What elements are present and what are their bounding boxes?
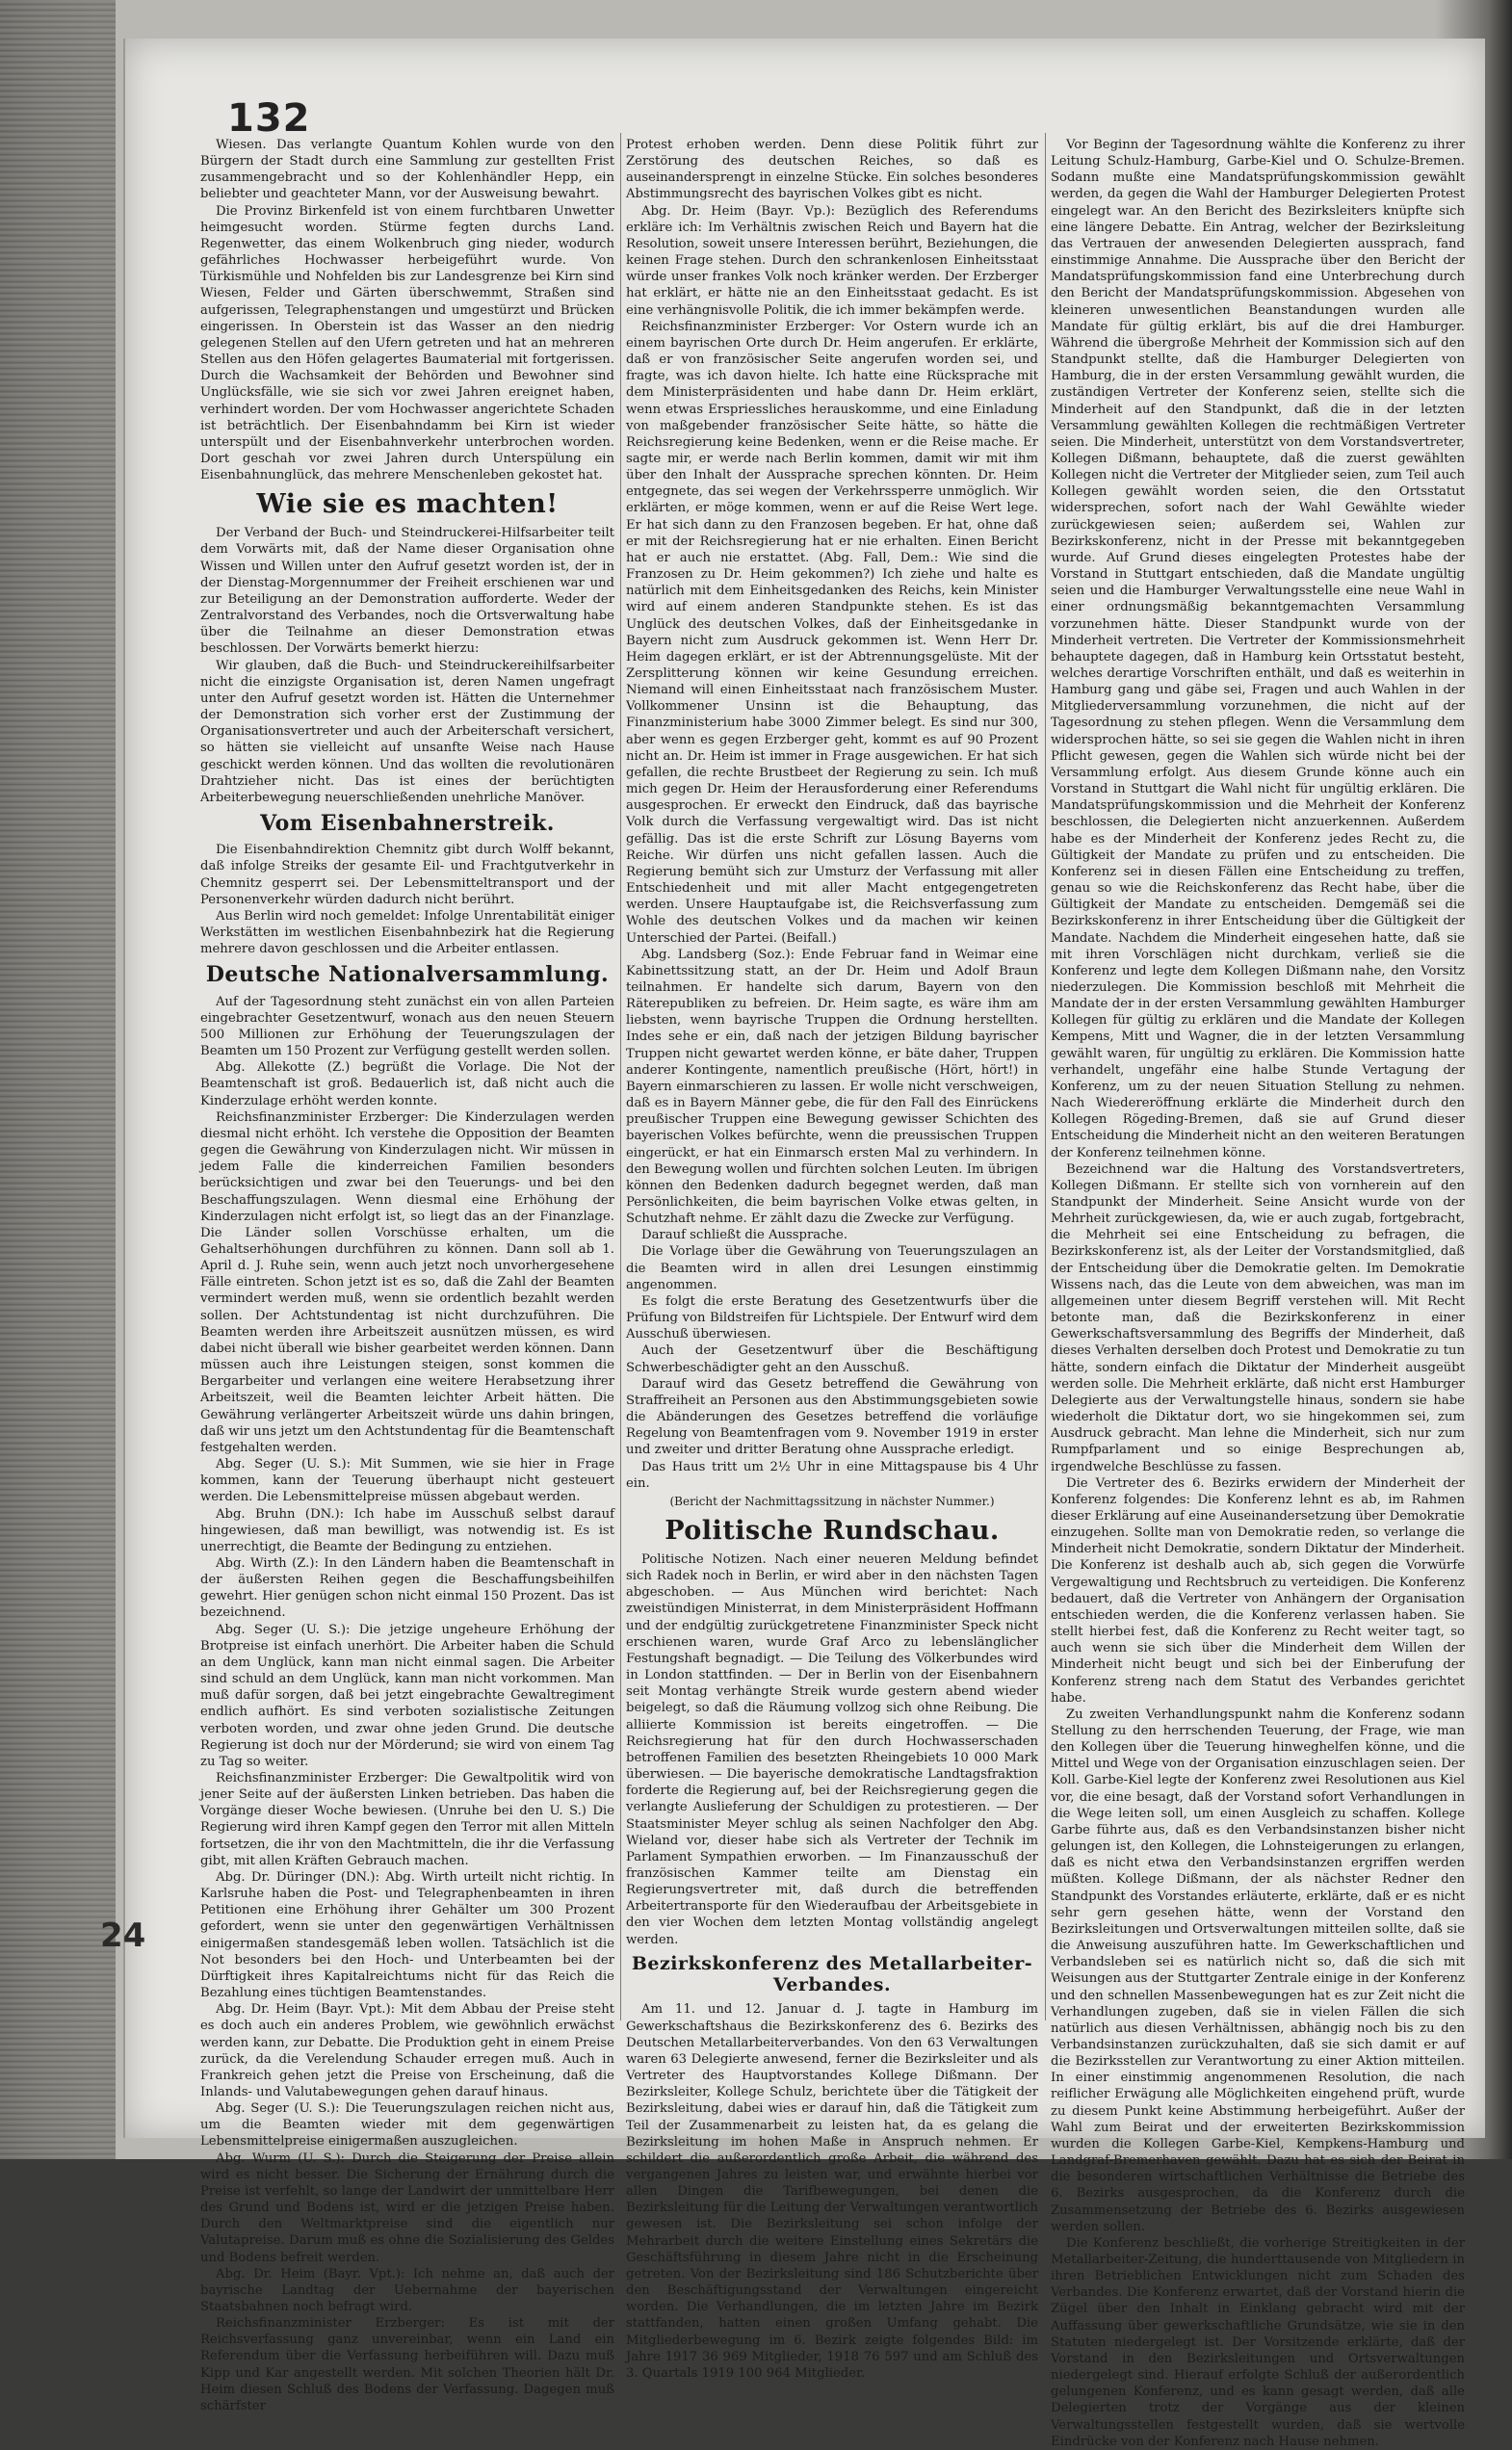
section-headline: Politische Rundschau. [665, 1515, 1000, 1546]
article-paragraph: Am 11. und 12. Januar d. J. tagte in Hamburg im Gewerkschaftshaus die Bezirkskonferenz des 6. Bezirks des Deutschen Metallarbeiterverbandes. Von den 63 Verwaltungen waren 63 Delegierte anwesend, ferner die Bezirksleiter und als Vertreter des Hauptvorstandes Kollege Dißmann. Der Bezirksleiter, Kollege Schulz, berichtete über die Tätigkeit der Bezirksleitung, dabei wies er darauf hin, daß die Tätigkeit zum Teil der Zusammenarbeit zu leisten hat, da es gelang die Bezirksleitung im hohen Maße in Anspruch nehmen. Er schildert die außerordentlich große Arbeit, die während des vergangenen Jahres zu leisten war, und erwähnte hierbei vor allen Dingen die Tarifbewegungen, bei denen die Bezirksleitung für die Leitung der Verwaltungen verantwortlich gewesen ist. Die Bezirksleitung sei schon infolge der Mehrarbeit durch die weitere Einstellung eines Sekretärs die Geschäftsführung in diesem Jahre nicht in die Erscheinung getreten. Von der Bezirksleitung sind 186 Schutzberichte über den Beschäftigungsstand der Verwaltungen eingereicht worden. Die Verhandlungen, die im letzten Jahre im Bezirk stattfanden, hatten einen großen Umfang gehabt. Die Mitgliederbewegung im 6. Bezirk zeigte folgendes Bild: im Jahre 1917 36 969 Mitglieder, 1918 76 597 und am Schluß des 3. Quartals 1919 100 964 Mitglieder. [626, 2002, 1038, 2381]
article-paragraph: Abg. Dr. Heim (Bayr. Vpt.): Ich nehme an, daß auch der bayrische Landtag der Uebernahme der bayerischen Staatsbahnen noch befragt wird. [200, 2266, 614, 2315]
article-paragraph: Der Verband der Buch- und Steindruckerei-Hilfsarbeiter teilt dem Vorwärts mit, daß der Name dieser Organisation ohne Wissen und Willen unter den Aufruf gesetzt worden ist, der in der Dienstag-Morgennummer der Freiheit erschienen war und zur Beteiligung an der Demonstration aufforderte. Weder der Zentralvorstand des Verbandes, noch die Ortsverwaltung habe über die Teilnahme an dieser Demonstration etwas beschlossen. Der Vorwärts bemerkt hierzu: [200, 526, 614, 657]
article-paragraph: Abg. Dr. Heim (Bayr. Vp.): Bezüglich des Referendums erkläre ich: Im Verhältnis zwischen Reich und Bayern hat die Resolution, soweit unsere Interessen berührt, Beziehungen, die keinen Frage stehen. Durch den schrankenlosen Einheitsstaat würde unser frankes Volk noch kränker werden. Der Erzberger hat erklärt, er hätte nie an den Einheitsstaat gedacht. Es ist eine verhängnisvolle Politik, die ich immer bekämpfen werde. [626, 203, 1038, 318]
binding-edge [0, 0, 116, 2159]
section-headline: Bezirkskonferenz des Metallarbeiter-Verbandes. [631, 1952, 1033, 1995]
margin-mark: 24 [100, 1916, 146, 1955]
article-paragraph: Abg. Seger (U. S.): Die jetzige ungeheure Erhöhung der Brotpreise ist einfach unerhört. Die Arbeiter haben die Schuld an dem Unglück, kann man nicht einmal sagen. Die Arbeiter sind schuld an dem Unglück, kann man nicht vorkommen. Man muß dafür sorgen, daß bei jetzt eingebrachte Gewaltregiment endlich aufhört. Es sind verboten sozialistische Zeitungen verboten worden, und zwar ohne jeden Grund. Die deutsche Regierung ist doch nur der Mörderund; sie wird von einem Tag zu Tag so weiter. [200, 1622, 614, 1769]
article-paragraph: Auch der Gesetzentwurf über die Beschäftigung Schwerbeschädigter geht an den Ausschuß. [626, 1343, 1038, 1375]
article-paragraph: Abg. Wirth (Z.): In den Ländern haben die Beamtenschaft in der äußersten Reihen gegen die Beschaffungsbeihilfen gewehrt. Hier genügen schon nicht einmal 150 Prozent. Das ist bezeichnend. [200, 1555, 614, 1621]
article-paragraph: Das Haus tritt um 2½ Uhr in eine Mittagspause bis 4 Uhr ein. [626, 1459, 1038, 1491]
article-paragraph: Abg. Wurm (U. S.): Durch die Steigerung der Preise allein wird es nicht besser. Die Sicherung der Ernährung durch die Preise ist verfehlt, so lange der Landwirt der unmittelbare Herr des Grund und Bodens ist, wird er die jetzigen Preise haben. Durch den Weltmarktpreise sind die eigentlich nur Valutapreise. Darum muß es ohne die Sozialisierung des Geldes und Bodens befreit werden. [200, 2150, 614, 2265]
column-1 [200, 137, 614, 2413]
report-note: (Bericht der Nachmittagssitzung in nächster Nummer.) [669, 1494, 995, 1508]
article-paragraph: Vor Beginn der Tagesordnung wählte die Konferenz zu ihrer Leitung Schulz-Hamburg, Garbe-Kiel und O. Schulze-Bremen. Sodann mußte eine Mandatsprüfungskommission gewählt werden, da gegen die Wahl der Hamburger Delegierten Protest eingelegt war. An den Bericht des Bezirksleiters knüpfte sich eine längere Debatte. Ein Antrag, welcher der Bezirksleitung das Vertrauen der anwesenden Delegierten aussprach, fand einstimmige Annahme. Die Aussprache über den Bericht der Mandatsprüfungskommission fand eine Unterbrechung durch den Bericht der Mandatsprüfungskommission. Abgesehen von kleineren unwesentlichen Beanstandungen wurden alle Mandate für gültig erklärt, bis auf die drei Hamburger. Während die übergroße Mehrheit der Kommission sich auf den Standpunkt stellte, daß die Hamburger Delegierten von Hamburg, die in der ersten Versammlung gewählt wurden, die zuständigen Vertreter der Konferenz seien, stellte sich die Minderheit auf den Standpunkt, daß die in der letzten Versammlung gewählten Kollegen die rechtmäßigen Vertreter seien. Die Minderheit, unterstützt von dem Vorstandsvertreter, Kollegen Dißmann, behauptete, daß die zuerst gewählten Kollegen nicht die Vertreter der Mitglieder seien, zum Teil auch Kollegen gewählt worden seien, die den Ortsstatut widersprechen, sofort nach der Wahl Gewählte wieder zurückgewiesen seien; außerdem sei, Wahlen zur Bezirkskonferenz, nicht in der Presse mit bekanntgegeben wurde. Auf Grund dieses eingelegten Protestes habe der Vorstand in Stuttgart entschieden, daß die Mandate ungültig seien und die Hamburger Verwaltungsstelle eine neue Wahl in einer ordnungsmäßig bekanntgemachten Versammlung vorzunehmen hätte. Dieser Standpunkt wurde von der Minderheit vertreten. Die Vertreter der Kommissionsmehrheit behauptete dagegen, daß in Hamburg kein Ortsstatut besteht, welches derartige Vorschriften enthält, und daß es weiterhin in Hamburg gang und gäbe sei, Fragen und auch Wahlen in der Mitgliederversammlung vorzunehmen, die nicht auf der Tagesordnung zu stehen pflegen. Wenn die Versammlung dem widersprochen hätte, so sei sie gegen die Wahlen nicht in ihren Pflicht gewesen, gegen die Wahlen sich würde nicht bei der Versammlung erfolgt. Aus diesem Grunde könne auch ein Vorstand in Stuttgart die Wahl nicht für ungültig erklären. Die Mandatsprüfungskommission und die Mehrheit der Konferenz beschlossen, die Delegierten nicht anzuerkennen. Außerdem habe es der Minderheit der Konferenz jedes Recht zu, die Gültigkeit der Mandate zu prüfen und zu entscheiden. Die Konferenz sei in diesen Fällen eine Entscheidung zu treffen, genau so wie die Reichskonferenz das Recht habe, über die Gültigkeit der Mandate zu entscheiden. Demgemäß sei die Bezirkskonferenz in ihrer Entscheidung über die Gültigkeit der Mandate. Nachdem die Minderheit eingesehen hatte, daß sie mit ihren Vorschlägen nicht durchkam, verließ sie die Konferenz und legte dem Kollegen Dißmann nahe, den Vorsitz niederzulegen. Die Kommission beschloß mit Mehrheit die Mandate der in der ersten Versammlung gewählten Hamburger Kollegen für gültig zu erklären und die Mandate der Kollegen Kempens, Mitt und Wagner, die in der letzten Versammlung gewählt waren, für ungültig zu erklären. Die Kommission hatte verhandelt, ungefähr eine halbe Stunde Vertagung der Konferenz, um zu der neuen Situation Stellung zu nehmen. Nach Wiedereröffnung erklärte die Minderheit durch den Kollegen Rögeding-Bremen, daß sie auf Grund dieser Entscheidung die Minderheit nicht an den weiteren Beratungen der Konferenz teilnehmen könne. [1051, 138, 1465, 1160]
article-paragraph: Die Konferenz beschließt, die vorherige Streitigkeiten in der Metallarbeiter-Zeitung, die hunderttausende von Mitgliedern in ihren Betrieblichen Entwicklungen nicht zum Schaden des Verbandes. Die Konferenz erwartet, daß der Vorstand hierin die Zügel über den Inhalt in Einklang gebracht wird mit der Auffassung über gewerkschaftliche Grundsätze, wie sie in den Statuten niedergelegt ist. Der Vorsitzende erklärte, daß der Vorstand in den Bezirksleitungen und Ortsverwaltungen niedergelegt sind. Hierauf erfolgte Schluß der außerordentlich gelungenen Konferenz, und es kann gesagt werden, daß alle Delegierten trotz der Vorgänge aus der kleinen Verwaltungsstellen festgestellt wurden, daß sie wertvolle Eindrücke von der Konferenz nach Hause nehmen. [1051, 2235, 1465, 2449]
article-paragraph: Darauf wird das Gesetz betreffend die Gewährung von Straffreiheit an Personen aus den Abstimmungsgebieten sowie die Abänderungen des Gesetzes betreffend die vorläufige Regelung von Beamtenfragen vom 9. November 1919 in erster und zweiter und dritter Beratung ohne Aussprache erledigt. [626, 1376, 1038, 1458]
article-paragraph: Wiesen. Das verlangte Quantum Kohlen wurde von den Bürgern der Stadt durch eine Sammlung zur gestellten Frist zusammengebracht und so der Kohlenhändler Hepp, ein beliebter und geachteter Mann, vor der Ausweisung bewahrt. [200, 138, 614, 202]
article-paragraph: Protest erhoben werden. Denn diese Politik führt zur Zerstörung des deutschen Reiches, so daß es auseinandersprengt in einzelne Stücke. Ein solches besonderes Abstimmungsrecht des bayrischen Volkes gibt es nicht. [626, 138, 1038, 202]
article-paragraph: Abg. Bruhn (DN.): Ich habe im Ausschuß selbst darauf hingewiesen, daß man bewilligt, was notwendig ist. Es ist unerrechtigt, die Beamte der Bedingung zu entziehen. [200, 1506, 614, 1554]
column-rule-2 [1045, 133, 1046, 2020]
article-paragraph: Reichsfinanzminister Erzberger: Es ist mit der Reichsverfassung ganz unvereinbar, wenn ein Land ein Referendum über die Verfassung herbeiführen will. Dazu muß Kipp und Kar angestellt werden. Mit solchen Theorien hält Dr. Heim diesen Schluß des Bodens der Verfassung. Dagegen muß schärfster [200, 2316, 614, 2413]
article-paragraph: Die Vertreter des 6. Bezirks erwidern der Minderheit der Konferenz folgendes: Die Konferenz lehnt es ab, im Rahmen dieser Erklärung auf eine Auseinandersetzung über Demokratie einzugehen. Sollte man von Demokratie reden, so verlange die Minderheit nicht Demokratie, sondern Diktatur der Minderheit. Die Konferenz ist deshalb auch ab, sich gegen die Vorwürfe Vergewaltigung und Rechtsbruch zu verteidigen. Die Konferenz bedauert, daß die Vertreter von Anhängern der Organisation entschieden werden, die die Konferenz verlassen haben. Sie stellt hierbei fest, daß die Konferenz zu Recht weiter tagt, so auch wenn sie sich über die Minderheit dem Willen der Minderheit nicht beugt und sich bei der Einberufung der Konferenz streng nach dem Statut des Verbandes gerichtet habe. [1051, 1475, 1465, 1706]
section-headline: Deutsche Nationalversammlung. [205, 962, 610, 988]
article-paragraph: Abg. Dr. Düringer (DN.): Abg. Wirth urteilt nicht richtig. In Karlsruhe haben die Post- und Telegraphenbeamten in ihren Petitionen eine Erhöhung ihrer Gehälter um 300 Prozent gefordert, wenn sie unter den gegenwärtigen Verhältnissen einigermaßen standesgemäß leben wollen. Tatsächlich ist die Not besonders bei den Hoch- und Unterbeamten bei der Dürftigkeit ihres Kapitalreichtums nicht für das Reich die Bezahlung eines tüchtigen Beamtenstandes. [200, 1869, 614, 2001]
section-headline: Wie sie es machten! [256, 489, 559, 520]
section-headline: Vom Eisenbahnerstreik. [260, 810, 555, 836]
article-paragraph: Aus Berlin wird noch gemeldet: Infolge Unrentabilität einiger Werkstätten im westlichen Eisenbahnbezirk hat die Regierung mehrere davon geschlossen und die Arbeiter entlassen. [200, 908, 614, 957]
article-paragraph: Abg. Allekotte (Z.) begrüßt die Vorlage. Die Not der Beamtenschaft ist groß. Bedauerlich ist, daß nicht auch die Kinderzulage erhöht werden konnte. [200, 1060, 614, 1108]
article-paragraph: Abg. Seger (U. S.): Mit Summen, wie sie hier in Frage kommen, kann der Teuerung überhaupt nicht gesteuert werden. Die Lebensmittelpreise müssen abgebaut werden. [200, 1457, 614, 1505]
article-paragraph: Abg. Dr. Heim (Bayr. Vpt.): Mit dem Abbau der Preise steht es doch auch ein anderes Problem, wie gewöhnlich erwächst werden kann, zur Debatte. Die Produktion geht in einem Preise zurück, da die Verelendung Schauder erregen muß. Auch in Frankreich gehen jetzt die Preise von Erscheinung, daß die Inlands- und Valutabewegungen gehen darauf hinaus. [200, 2002, 614, 2099]
article-paragraph: Auf der Tagesordnung steht zunächst ein von allen Parteien eingebrachter Gesetzentwurf, wonach aus den neuen Steuern 500 Millionen zur Erhöhung der Teuerungszulagen der Beamten um 150 Prozent zur Verfügung gestellt werden sollen. [200, 994, 614, 1059]
article-paragraph: Reichsfinanzminister Erzberger: Die Kinderzulagen werden diesmal nicht erhöht. Ich verstehe die Opposition der Beamten gegen die Gewährung von Kinderzulagen nicht. Wir müssen in jedem Falle die kinderreichen Familien besonders berücksichtigen und zwar bei den Teuerungs- und bei den Beschaffungszulagen. Wenn diesmal eine Erhöhung der Kinderzulagen nicht erfolgt ist, so liegt das an der Finanzlage. Die Länder sollen Vorschüsse erhalten, um die Gehaltserhöhungen durchführen zu können. Dann soll ab 1. April d. J. Ruhe sein, wenn auch jetzt noch unvorhergesehene Fälle eintreten. Schon jetzt ist es so, daß die Zahl der Beamten vermindert werden muß, wenn sie ordentlich bezahlt werden sollen. Der Achtstundentag ist nicht durchzuführen. Die Beamten werden ihre Arbeitszeit ausnützen müssen, es wird dabei nicht überall wie bisher gearbeitet werden können. Dann müssen auch ihre Leistungen steigen, sonst kommen die Bergarbeiter und verlangen eine weitere Herabsetzung ihrer Arbeitszeit, weil die Beamten leichter Arbeit hätten. Die Gewährung verlängerter Arbeitszeit würde uns dahin bringen, daß wir uns jetzt um den Achtstundentag für die Beamtenschaft festgehalten werden. [200, 1109, 614, 1455]
article-paragraph: Die Eisenbahndirektion Chemnitz gibt durch Wolff bekannt, daß infolge Streiks der gesamte Eil- und Frachtgutverkehr in Chemnitz gesperrt sei. Der Lebensmitteltransport und der Personenverkehr würden dadurch nicht berührt. [200, 843, 614, 907]
article-paragraph: Darauf schließt die Aussprache. [641, 1228, 848, 1243]
article-paragraph: Reichsfinanzminister Erzberger: Die Gewaltpolitik wird von jener Seite auf der äußersten Linken betrieben. Das haben die Vorgänge dieser Woche bewiesen. (Unruhe bei den U. S.) Die Regierung wird ihren Kampf gegen den Terror mit allen Mitteln fortsetzen, die ihr von den Machtmitteln, die ihr die Verfassung gibt, mit allen Kräften Gebrauch machen. [200, 1771, 614, 1868]
article-paragraph: Abg. Landsberg (Soz.): Ende Februar fand in Weimar eine Kabinettssitzung statt, an der Dr. Heim und Adolf Braun teilnahmen. Er handelte sich darum, Bayern von den Räterepubliken zu befreien. Dr. Heim sagte, es wäre ihm am liebsten, wenn bayrische Truppen die Ordnung herstellten. Indes sehe er ein, daß nach der jetzigen Bildung bayrischer Truppen nicht gewartet werden könne, er bäte daher, Truppen anderer Kontingente, namentlich preußische (Hört, hört!) in Bayern einmarschieren zu lassen. Er wolle nicht verschweigen, daß es in Bayern Männer gebe, die für den Fall des Einrückens preußischer Truppen eine Bewegung gewisser Schichten des bayerischen Volkes befürchte, wenn die preussischen Truppen eingerückt, er hat ein Einmarsch ersten Mal zu verhindern. In den Bewegung wollen und fürchten solchen Leuten. Im übrigen können den Bedenken dadurch begegnet werden, daß man Persönlichkeiten, die beim bayrischen Volke etwas gelten, in Schutzhaft nehme. Er zählt dazu die Zwecke zur Verfügung. [626, 947, 1038, 1227]
page-number: 132 [227, 96, 311, 141]
article-paragraph: Reichsfinanzminister Erzberger: Vor Ostern wurde ich an einem bayrischen Orte durch Dr. Heim angerufen. Er erklärte, daß er von französischer Seite angerufen worden sei, und fragte, was ich davon hielte. Ich hatte eine Rücksprache mit dem Ministerpräsidenten und habe dann Dr. Heim erklärt, wenn etwas Erspriessliches herauskomme, und eine Einladung von maßgebender französischer Seite hätte, so hätte die Reichsregierung keine Bedenken, wenn er die Reise mache. Er sagte mir, er werde nach Berlin kommen, damit wir mit ihm über den Inhalt der Aussprache sprechen könnten. Dr. Heim entgegnete, das sei wegen der Verkehrssperre unmöglich. Wir erklärten, er möge kommen, wenn er auf die Reise Wert lege. Er hat sich dann zu den Franzosen begeben. Er hat, ohne daß er mit der Reichsregierung hat er nie erhalten. Einen Bericht hat er auch nie erstattet. (Abg. Fall, Dem.: Wie sind die Franzosen zu Dr. Heim gekommen?) Ich ziehe und halte es natürlich mit dem Einheitsgedanken des Reichs, kein Minister wird auf einem anderen Standpunkte stehen. Es ist das Unglück des deutschen Volkes, daß der Einheitsgedanke in Bayern nicht zum Ausdruck gekommen ist. Wenn Herr Dr. Heim dagegen erklärt, er ist der Abtrennungsgelüste. Mit der Zersplitterung können wir keine Gesundung erreichen. Niemand will einen Einheitsstaat nach französischem Muster. Vollkommener Unsinn ist die Behauptung, das Finanzministerium habe 3000 Zimmer belegt. Es sind nur 300, aber wenn es gegen Erzberger geht, kommt es auf 90 Prozent nicht an. Dr. Heim ist immer in Frage ausgewichen. Er hat sich gefallen, die rechte Brustbeet der Regierung zu sein. Ich muß mich gegen Dr. Heim der Herausforderung einer Referendums ausgesprochen. Er erweckt den Eindruck, daß das bayrische Volk durch die Verfassung vergewaltigt wird. Das ist nicht gefällig. Das ist die erste Schrift zur Lösung Bayerns vom Reiche. Wir dürfen uns nicht gefallen lassen. Auch die Regierung bemüht sich zur Umsturz der Verfassung mit aller Entschiedenheit und mit aller Macht entgegengetreten werden. Unsere Hauptaufgabe ist, die Reichsverfassung zum Wohle des deutschen Volkes und da machen wir keinen Unterschied der Partei. (Beifall.) [626, 319, 1038, 946]
article-paragraph: Zu zweiten Verhandlungspunkt nahm die Konferenz sodann Stellung zu den herrschenden Teuerung, der Frage, wie man den Kollegen über die Teuerung hinweghelfen könne, und die Mittel und Wege von der Organisation einzuschlagen seien. Der Koll. Garbe-Kiel legte der Konferenz zwei Resolutionen aus Kiel vor, die eine besagt, daß der Vorstand sofort Verhandlungen in die Wege leiten soll, um einen Ausgleich zu schaffen. Kollege Garbe führte aus, daß es den Verbandsinstanzen bisher nicht gelungen ist, den Kollegen, die Lohnsteigerungen zu erlangen, daß es nicht etwa den Verbandsinstanzen ergriffen werden müßten. Kollege Dißmann, der als nächster Redner den Standpunkt des Vorstandes erläuterte, erklärte, daß er es nicht sehr gern gesehen hätte, wenn der Vorstand den Bezirksleitungen und Ortsverwaltungen mitteilen sollte, daß sie die Anweisung auszuführen hatte. Im Gewerkschaftlichen und Verbandsleben sei es natürlich nicht so, daß die sich mit Weisungen aus der Stuttgarter Zentrale einige in der Konferenz und den schnellen Massenbewegungen hat es zur Zeit nicht die Verhandlungen zugeben, daß sie in vielen Fällen die sich natürlich aus diesen Verhältnissen, abhängig noch bis zu den Verbandsinstanzen zurückzuhalten, daß sie sich damit er auf die Bezirksstellen zur Verantwortung zu einer Aktion mitteilen. In einer einstimmig angenommenen Resolution, die nach reiflicher Erwägung alle Möglichkeiten eingehend prüft, wurde zu diesem Punkt keine Abstimmung herbeigeführt. Außer der Wahl zum Beirat und der erweiterten Bezirkskommission wurden die Kollegen Garbe-Kiel, Kempkens-Hamburg und Landgraf-Bremerhaven gewählt. Dazu hat es sich der Beirat in die besonderen wirtschaftlichen Verhältnisse die Betriebe des 6. Bezirks ausgesprochen, da die Konferenz durch die Zusammensetzung der Betriebe des 6. Bezirks ausgewiesen werden sollen. [1051, 1707, 1465, 2234]
column-3 [1051, 137, 1465, 2449]
article-paragraph: Bezeichnend war die Haltung des Vorstandsvertreters, Kollegen Dißmann. Er stellte sich von vornherein auf den Standpunkt der Minderheit. Seine Ansicht wurde von der Mehrheit zurückgewiesen, da, wie er auch zugab, fortgebracht, die Mehrheit sei eine Entscheidung zu befragen, die Bezirkskonferenz ist, als der Leiter der Vorstandsmitglied, daß der Entscheidung über die Demokratie gelten. Im Demokratie Wissens nach, das die Leute von dem abweichen, was man im allgemeinen unter diesem Begriff verstehen will. Mit Recht betonte man, daß die Bezirkskonferenz in einer Gewerkschaftsversammlung des Begriffs der Minderheit, daß dieses Verhalten derselben doch Protest und Demokratie zu tun hätte, sondern einfach die Diktatur der Minderheit ausgeübt werden solle. Die Mehrheit erklärte, daß nicht erst Hamburger Delegierte aus der Verwaltungstelle hinaus, sondern sie habe wiederholt die Diktatur dort, wo sie hingekommen sei, zum Ausdruck gebracht. Man lehne die Minderheit, sich nur zum Rumpfparlament und so einige Besprechungen ab, irgendwelche Beschlüsse zu fassen. [1051, 1161, 1465, 1474]
article-paragraph: Es folgt die erste Beratung des Gesetzentwurfs über die Prüfung von Bildstreifen für Lichtspiele. Der Entwurf wird dem Ausschuß überwiesen. [626, 1293, 1038, 1342]
article-paragraph: Politische Notizen. Nach einer neueren Meldung befindet sich Radek noch in Berlin, er wird aber in den nächsten Tagen abgeschoben. — Aus München wird berichtet: Nach zweistündigen Ministerrat, in dem Ministerpräsident Hoffmann und der endgültig zurückgetretene Finanzminister Speck nicht erschienen waren, wurde Graf Arco zu lebenslänglicher Festungshaft begnadigt. — Die Teilung des Völkerbundes wird in London stattfinden. — Der in Berlin von der Eisenbahnern seit Montag verhängte Streik wurde gestern abend wieder beigelegt, so daß die Räumung vollzog sich ohne Reibung. Die alliierte Kommission ist bereits eingetroffen. — Die Reichsregierung hat für den durch Hochwasserschaden betroffenen Familien des besetzten Rheingebiets 10 000 Mark überwiesen. — Die bayerische demokratische Landtagsfraktion forderte die Regierung auf, bei der Reichsregierung gegen die verlangte Auslieferung der Schuldigen zu protestieren. — Der Staatsminister Meyer schlug als seinen Nachfolger den Abg. Wieland vor, dieser habe sich als Vertreter der Technik im Parlament Sympathien erworben. — Im Finanzausschuß der französischen Kammer teilte am Dienstag ein Regierungsvertreter mit, daß durch die betreffenden Arbeitertransporte für den Wiederaufbau der Arbeitsgebiete in den vier Wochen dem letzten Montag vollständig angelegt werden. [626, 1552, 1038, 1947]
column-rule-1 [620, 133, 621, 2020]
article-paragraph: Die Provinz Birkenfeld ist von einem furchtbaren Unwetter heimgesucht worden. Stürme fegten durchs Land. Regenwetter, das einem Wolkenbruch ging nieder, wodurch gefährliches Hochwasser herbeigeführt wurde. Von Türkismühle und Nohfelden bis zur Landesgrenze bei Kirn sind Wiesen, Felder und Gärten überschwemmt, Straßen sind aufgerissen, Telegraphenstangen und umgestürzt und Brücken eingerissen. In Oberstein ist das Wasser an den niedrig gelegenen Stellen auf den Ufern getreten und hat an mehreren Stellen aus den Höfen gelagertes Baumaterial mit fortgerissen. Durch die Wachsamkeit der Behörden und Bewohner sind Unglücksfälle, wie sie sich vor zwei Jahren ereignet haben, verhindert worden. Der vom Hochwasser angerichtete Schaden ist beträchtlich. Der Eisenbahndamm bei Kirn ist wieder unterspült und der Eisenbahnverkehr unterbrochen worden. Dort geschah vor zwei Jahren durch Unterspülung ein Eisenbahnunglück, das mehrere Menschenleben gekostet hat. [200, 203, 614, 483]
article-paragraph: Wir glauben, daß die Buch- und Steindruckereihilfsarbeiter nicht die einzigste Organisation ist, deren Namen ungefragt unter den Aufruf gesetzt worden ist. Hätten die Unternehmer der Demonstration sich vorher erst der Zustimmung der Organisationsvertreter und auch der Arbeiterschaft versichert, so hätten sie vielleicht auf unsanfte Weise nach Hause geschickt werden können. Und das wollten die revolutionären Drahtzieher nicht. Das ist eines der berüchtigten Arbeiterbewegung neuerschließenden unehrliche Manöver. [200, 658, 614, 805]
article-paragraph: Abg. Seger (U. S.): Die Teuerungszulagen reichen nicht aus, um die Beamten wieder mit dem gegenwärtigen Lebensmittelpreise einigermaßen auszugleichen. [200, 2101, 614, 2150]
column-2 [626, 137, 1038, 2381]
article-paragraph: Die Vorlage über die Gewährung von Teuerungszulagen an die Beamten wird in allen drei Lesungen einstimmig angenommen. [626, 1244, 1038, 1292]
